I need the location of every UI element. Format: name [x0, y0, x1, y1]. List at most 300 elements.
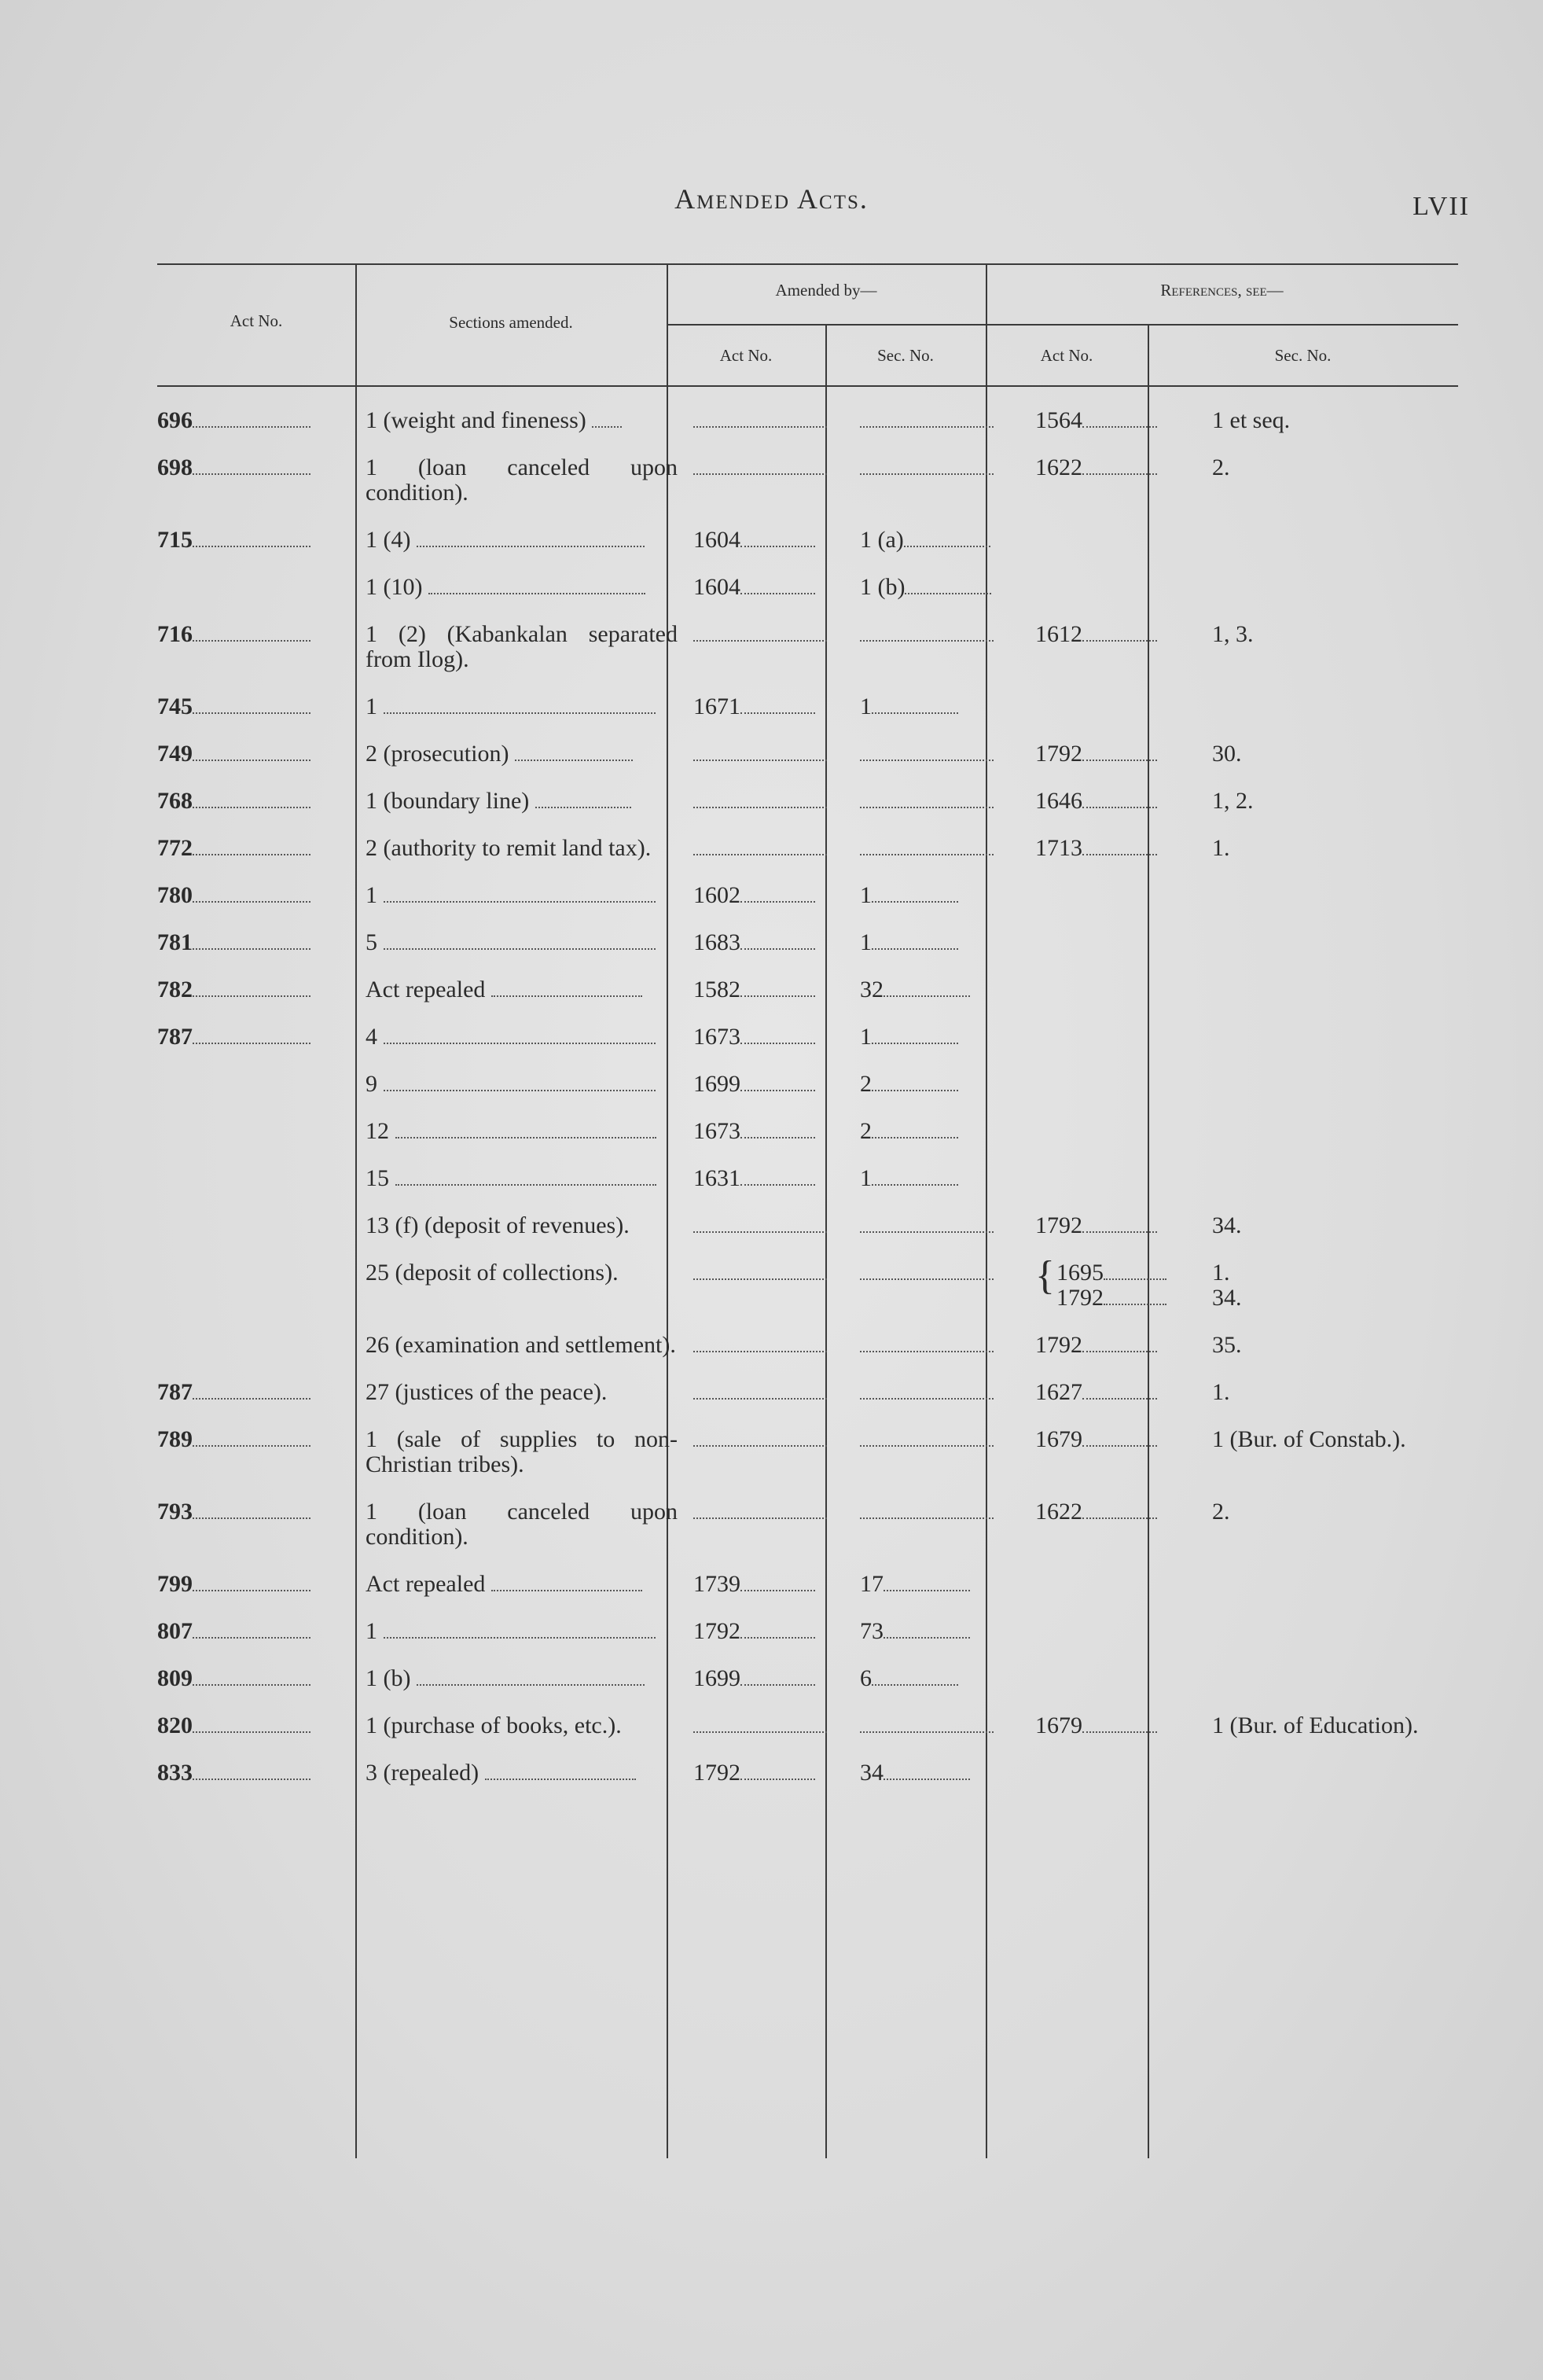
table-row	[157, 1061, 1526, 1108]
ref-sec-line	[1212, 622, 1526, 647]
cell-ref-sec-no	[1196, 872, 1526, 919]
cell-act-no	[157, 564, 358, 611]
dot-leader	[860, 848, 994, 855]
section-text: 9	[366, 1071, 377, 1097]
dot-leader	[1082, 753, 1157, 761]
cell-amended-act-no	[684, 1061, 850, 1108]
cell-sections-amended	[358, 778, 684, 825]
dot-leader	[872, 895, 958, 903]
cell-amended-sec-no	[850, 444, 1021, 517]
cell-ref-act-no	[1021, 1202, 1196, 1249]
cell-act-no	[157, 517, 358, 564]
ref-act-stack	[1035, 1253, 1196, 1311]
ref-sec-no: 1, 2.	[1212, 788, 1254, 814]
cell-amended-sec-no	[850, 1322, 1021, 1369]
dot-leader	[693, 1272, 827, 1280]
cell-amended-act-no	[684, 1369, 850, 1416]
table-row	[157, 397, 1526, 444]
act-no: 782	[157, 977, 193, 1002]
cell-act-no	[157, 1608, 358, 1655]
cell-sections-amended	[358, 825, 684, 872]
cell-ref-sec-no	[1196, 397, 1526, 444]
table-row	[157, 1369, 1526, 1416]
cell-amended-sec-no	[850, 730, 1021, 778]
ref-sec-line	[1212, 455, 1526, 480]
ref-sec-no: 34.	[1212, 1285, 1242, 1311]
cell-ref-act-no	[1021, 1608, 1196, 1655]
amended-act-no: 1631	[693, 1165, 740, 1191]
cell-ref-sec-no	[1196, 444, 1526, 517]
ref-act-no: 1646	[1035, 788, 1082, 814]
act-no: 768	[157, 788, 193, 814]
dot-leader	[860, 1439, 994, 1447]
amended-act-no: 1792	[693, 1618, 740, 1644]
cell-act-no	[157, 683, 358, 730]
cell-ref-act-no	[1021, 611, 1196, 683]
table-row	[157, 1322, 1526, 1369]
dot-leader	[740, 1584, 815, 1591]
cell-ref-act-no	[1021, 1108, 1196, 1155]
cell-ref-act-no	[1021, 1561, 1196, 1608]
dot-leader	[1082, 848, 1157, 855]
section-text-wrap	[366, 1427, 684, 1477]
cell-ref-sec-no	[1196, 517, 1526, 564]
cell-amended-act-no	[684, 1416, 850, 1488]
cell-ref-act-no	[1021, 872, 1196, 919]
table-row	[157, 1202, 1526, 1249]
ref-sec-no: 1.	[1212, 1260, 1230, 1286]
cell-ref-sec-no	[1196, 1155, 1526, 1202]
cell-ref-sec-no	[1196, 730, 1526, 778]
dot-leader	[193, 1725, 310, 1733]
cell-amended-sec-no	[850, 919, 1021, 966]
dot-leader	[860, 1225, 994, 1233]
act-no: 789	[157, 1426, 193, 1452]
dot-leader	[740, 1631, 815, 1639]
cell-amended-act-no	[684, 1322, 850, 1369]
ref-sec-line	[1212, 836, 1526, 861]
table-row	[157, 1608, 1526, 1655]
cell-amended-sec-no	[850, 397, 1021, 444]
dot-leader	[395, 1178, 656, 1186]
section-text-wrap	[366, 455, 684, 506]
cell-ref-act-no	[1021, 1488, 1196, 1561]
section-text-wrap	[366, 622, 684, 672]
section-text: 26 (examination and settlement).	[366, 1332, 676, 1358]
cell-ref-act-no	[1021, 825, 1196, 872]
ref-sec-line	[1212, 408, 1526, 433]
act-no: 696	[157, 407, 193, 433]
cell-sections-amended	[358, 1013, 684, 1061]
cell-ref-act-no	[1021, 778, 1196, 825]
table-row	[157, 444, 1526, 517]
cell-act-no	[157, 1369, 358, 1416]
act-no: 807	[157, 1618, 193, 1644]
header-subgroup-rule	[667, 324, 1458, 326]
amended-sec-no: 1	[860, 1024, 872, 1050]
dot-leader	[693, 1511, 827, 1519]
section-text: 1 (purchase of books, etc.).	[366, 1712, 622, 1738]
cell-sections-amended	[358, 1749, 684, 1797]
dot-leader	[384, 1083, 656, 1091]
cell-act-no	[157, 1108, 358, 1155]
ref-act-no: 1612	[1035, 621, 1082, 647]
dot-leader	[193, 420, 310, 428]
cell-amended-sec-no	[850, 1369, 1021, 1416]
amended-sec-no: 2	[860, 1118, 872, 1144]
section-text-wrap	[366, 930, 684, 955]
amended-sec-no: 1	[860, 693, 872, 719]
amended-sec-no: 34	[860, 1760, 884, 1786]
cell-ref-sec-no	[1196, 825, 1526, 872]
section-text: 1 (boundary line)	[366, 788, 530, 814]
cell-sections-amended	[358, 444, 684, 517]
cell-ref-sec-no	[1196, 966, 1526, 1013]
cell-amended-sec-no	[850, 1061, 1021, 1108]
dot-leader	[491, 1584, 642, 1591]
cell-amended-act-no	[684, 778, 850, 825]
amended-act-no: 1602	[693, 882, 740, 908]
amended-sec-no: 1	[860, 929, 872, 955]
header-act-no: Act No.	[230, 311, 283, 330]
dot-leader	[884, 989, 970, 997]
cell-amended-act-no	[684, 966, 850, 1013]
cell-ref-sec-no	[1196, 1561, 1526, 1608]
cell-ref-sec-no	[1196, 919, 1526, 966]
dot-leader	[740, 942, 815, 950]
dot-leader	[693, 1392, 827, 1400]
cell-amended-sec-no	[850, 1655, 1021, 1702]
amended-sec-no: 1	[860, 1165, 872, 1191]
amended-act-no: 1683	[693, 929, 740, 955]
cell-ref-sec-no	[1196, 1202, 1526, 1249]
dot-leader	[193, 1678, 310, 1686]
cell-amended-sec-no	[850, 564, 1021, 611]
table-row	[157, 919, 1526, 966]
table-row	[157, 1013, 1526, 1061]
act-no: 781	[157, 929, 193, 955]
cell-ref-sec-no	[1196, 611, 1526, 683]
dot-leader	[872, 1178, 958, 1186]
cell-amended-sec-no	[850, 872, 1021, 919]
amended-act-no: 1699	[693, 1665, 740, 1691]
dot-leader	[193, 989, 310, 997]
cell-act-no	[157, 1702, 358, 1749]
cell-act-no	[157, 730, 358, 778]
dot-leader	[193, 1584, 310, 1591]
cell-ref-sec-no	[1196, 1369, 1526, 1416]
dot-leader	[884, 1584, 970, 1591]
act-no: 772	[157, 835, 193, 861]
section-text-wrap	[366, 1713, 684, 1738]
ref-sec-no: 1.	[1212, 1379, 1230, 1405]
cell-amended-act-no	[684, 1702, 850, 1749]
dot-leader	[384, 942, 656, 950]
ref-sec-line	[1212, 1427, 1526, 1452]
cell-sections-amended	[358, 919, 684, 966]
section-text-wrap	[366, 1119, 684, 1144]
amended-sec-no: 2	[860, 1071, 872, 1097]
cell-amended-sec-no	[850, 1416, 1021, 1488]
section-text: 1 (weight and fineness)	[366, 407, 586, 433]
amended-sec-no: 32	[860, 977, 884, 1002]
section-text-wrap	[366, 1499, 684, 1550]
cell-amended-act-no	[684, 825, 850, 872]
dot-leader	[740, 895, 815, 903]
dot-leader	[1104, 1272, 1166, 1280]
cell-act-no	[157, 825, 358, 872]
section-text: 1	[366, 693, 377, 719]
section-text-wrap	[366, 1619, 684, 1644]
amended-act-no: 1673	[693, 1118, 740, 1144]
ref-sec-no: 1 et seq.	[1212, 407, 1291, 433]
cell-amended-act-no	[684, 1655, 850, 1702]
dot-leader	[693, 1344, 827, 1352]
section-text-wrap	[366, 1760, 684, 1786]
ref-act-no: 1713	[1035, 835, 1082, 861]
ref-sec-line	[1212, 1213, 1526, 1238]
table-row	[157, 872, 1526, 919]
cell-amended-sec-no	[850, 825, 1021, 872]
cell-amended-act-no	[684, 683, 850, 730]
dot-leader	[905, 587, 991, 594]
dot-leader	[860, 1392, 994, 1400]
dot-leader	[693, 1225, 827, 1233]
cell-ref-sec-no	[1196, 778, 1526, 825]
cell-act-no	[157, 1202, 358, 1249]
cell-ref-act-no	[1021, 444, 1196, 517]
cell-act-no	[157, 1488, 358, 1561]
cell-act-no	[157, 1416, 358, 1488]
cell-amended-sec-no	[850, 1749, 1021, 1797]
section-text-wrap	[366, 1333, 684, 1358]
header-amended-act-no: Act No.	[719, 346, 773, 365]
act-no: 799	[157, 1571, 193, 1597]
dot-leader	[491, 989, 642, 997]
cell-sections-amended	[358, 1655, 684, 1702]
dot-leader	[860, 634, 994, 642]
dot-leader	[693, 848, 827, 855]
cell-ref-act-no	[1021, 966, 1196, 1013]
cell-sections-amended	[358, 564, 684, 611]
dot-leader	[417, 539, 645, 547]
dot-leader	[740, 706, 815, 714]
cell-ref-act-no	[1021, 919, 1196, 966]
ref-sec-no: 35.	[1212, 1332, 1242, 1358]
dot-leader	[1082, 1511, 1157, 1519]
dot-leader	[740, 1178, 815, 1186]
brace-glyph: {	[1035, 1253, 1055, 1298]
cell-sections-amended	[358, 730, 684, 778]
dot-leader	[193, 753, 310, 761]
cell-amended-sec-no	[850, 1202, 1021, 1249]
act-no: 698	[157, 454, 193, 480]
dot-leader	[193, 1392, 310, 1400]
cell-amended-act-no	[684, 517, 850, 564]
ref-act-no: 1792	[1035, 741, 1082, 767]
cell-act-no	[157, 919, 358, 966]
section-text: Act repealed	[366, 1571, 486, 1597]
dot-leader	[1082, 1725, 1157, 1733]
dot-leader	[1082, 800, 1157, 808]
amended-sec-no: 1 (b)	[860, 574, 906, 600]
ref-sec-no: 2.	[1212, 454, 1230, 480]
ref-act-stack-values	[1056, 1260, 1166, 1311]
amended-sec-no: 1	[860, 882, 872, 908]
amended-act-no: 1673	[693, 1024, 740, 1050]
cell-amended-sec-no	[850, 1108, 1021, 1155]
ref-act-no: 1622	[1035, 1499, 1082, 1525]
act-no: 787	[157, 1024, 193, 1050]
table-row	[157, 1249, 1526, 1322]
amended-sec-no: 17	[860, 1571, 884, 1597]
cell-amended-act-no	[684, 1155, 850, 1202]
section-text: 27 (justices of the peace).	[366, 1379, 608, 1405]
table-row	[157, 1155, 1526, 1202]
section-text: 3 (repealed)	[366, 1760, 479, 1786]
cell-act-no	[157, 1655, 358, 1702]
section-text-wrap	[366, 1666, 684, 1691]
act-no: 716	[157, 621, 193, 647]
cell-sections-amended	[358, 1108, 684, 1155]
cell-ref-act-no	[1021, 1322, 1196, 1369]
ref-act-no: 1695	[1056, 1260, 1104, 1286]
dot-leader	[693, 753, 827, 761]
cell-sections-amended	[358, 966, 684, 1013]
dot-leader	[193, 1036, 310, 1044]
cell-amended-act-no	[684, 564, 850, 611]
dot-leader	[872, 1036, 958, 1044]
dot-leader	[384, 895, 656, 903]
ref-act-line	[1056, 1286, 1166, 1311]
cell-act-no	[157, 444, 358, 517]
ref-sec-no: 1, 3.	[1212, 621, 1254, 647]
cell-sections-amended	[358, 517, 684, 564]
ref-sec-no: 1.	[1212, 835, 1230, 861]
dot-leader	[1082, 1439, 1157, 1447]
cell-amended-act-no	[684, 611, 850, 683]
ref-sec-no: 1 (Bur. of Education).	[1212, 1712, 1419, 1738]
cell-sections-amended	[358, 397, 684, 444]
section-text-wrap	[366, 1166, 684, 1191]
cell-ref-sec-no	[1196, 1249, 1526, 1322]
header-sections-amended: Sections amended.	[449, 313, 573, 332]
cell-ref-act-no	[1021, 1249, 1196, 1322]
cell-ref-sec-no	[1196, 1061, 1526, 1108]
dot-leader	[193, 539, 310, 547]
ref-sec-no: 1 (Bur. of Constab.).	[1212, 1426, 1406, 1452]
cell-sections-amended	[358, 1249, 684, 1322]
ref-act-no: 1627	[1035, 1379, 1082, 1405]
dot-leader	[872, 942, 958, 950]
dot-leader	[384, 1036, 656, 1044]
section-text: 15	[366, 1165, 389, 1191]
cell-sections-amended	[358, 1488, 684, 1561]
cell-sections-amended	[358, 1155, 684, 1202]
cell-amended-act-no	[684, 730, 850, 778]
section-text: 1 (b)	[366, 1665, 411, 1691]
ref-act-no: 1792	[1056, 1285, 1104, 1311]
dot-leader	[872, 1678, 958, 1686]
act-no: 715	[157, 527, 193, 553]
act-no: 793	[157, 1499, 193, 1525]
cell-amended-act-no	[684, 1488, 850, 1561]
ref-sec-no: 30.	[1212, 741, 1242, 767]
header-bottom-rule	[157, 385, 1458, 387]
cell-ref-act-no	[1021, 1061, 1196, 1108]
cell-amended-sec-no	[850, 683, 1021, 730]
section-text-wrap	[366, 1260, 684, 1286]
cell-amended-sec-no	[850, 611, 1021, 683]
cell-act-no	[157, 611, 358, 683]
dot-leader	[860, 1725, 994, 1733]
header-ref-sec-no: Sec. No.	[1274, 346, 1332, 365]
cell-act-no	[157, 1013, 358, 1061]
dot-leader	[860, 1511, 994, 1519]
cell-ref-sec-no	[1196, 683, 1526, 730]
cell-amended-sec-no	[850, 1488, 1021, 1561]
table-row	[157, 611, 1526, 683]
header-top-rule	[157, 263, 1458, 265]
cell-ref-sec-no	[1196, 1749, 1526, 1797]
dot-leader	[872, 706, 958, 714]
amended-sec-no: 1 (a)	[860, 527, 904, 553]
ref-act-no: 1792	[1035, 1212, 1082, 1238]
act-no: 833	[157, 1760, 193, 1786]
section-text: 5	[366, 929, 377, 955]
table-row	[157, 1749, 1526, 1797]
header-amended-by: Amended by—	[775, 281, 877, 300]
table-row	[157, 564, 1526, 611]
amended-act-no: 1671	[693, 693, 740, 719]
dot-leader	[193, 1631, 310, 1639]
page-number: LVII	[1413, 192, 1470, 221]
dot-leader	[193, 634, 310, 642]
dot-leader	[384, 1631, 656, 1639]
dot-leader	[515, 753, 633, 761]
dot-leader	[872, 1131, 958, 1139]
section-text-wrap	[366, 1572, 684, 1597]
cell-ref-act-no	[1021, 517, 1196, 564]
cell-ref-act-no	[1021, 683, 1196, 730]
dot-leader	[740, 1083, 815, 1091]
section-text-wrap	[366, 1213, 684, 1238]
section-text: 12	[366, 1118, 389, 1144]
cell-ref-act-no	[1021, 1749, 1196, 1797]
table-row	[157, 1655, 1526, 1702]
cell-ref-sec-no	[1196, 1655, 1526, 1702]
table-row	[157, 778, 1526, 825]
cell-act-no	[157, 1749, 358, 1797]
ref-sec-line	[1212, 1499, 1526, 1525]
dot-leader	[884, 1631, 970, 1639]
header-references: References, see—	[1160, 281, 1284, 300]
ref-act-no: 1622	[1035, 454, 1082, 480]
ref-sec-line	[1212, 741, 1526, 767]
ref-sec-line	[1212, 789, 1526, 814]
table-row	[157, 730, 1526, 778]
cell-act-no	[157, 1561, 358, 1608]
dot-leader	[740, 1131, 815, 1139]
dot-leader	[860, 753, 994, 761]
dot-leader	[693, 1725, 827, 1733]
cell-sections-amended	[358, 1202, 684, 1249]
cell-ref-act-no	[1021, 1155, 1196, 1202]
section-text: 1 (10)	[366, 574, 423, 600]
dot-leader	[1104, 1297, 1166, 1305]
section-text-wrap	[366, 528, 684, 553]
dot-leader	[904, 539, 990, 547]
